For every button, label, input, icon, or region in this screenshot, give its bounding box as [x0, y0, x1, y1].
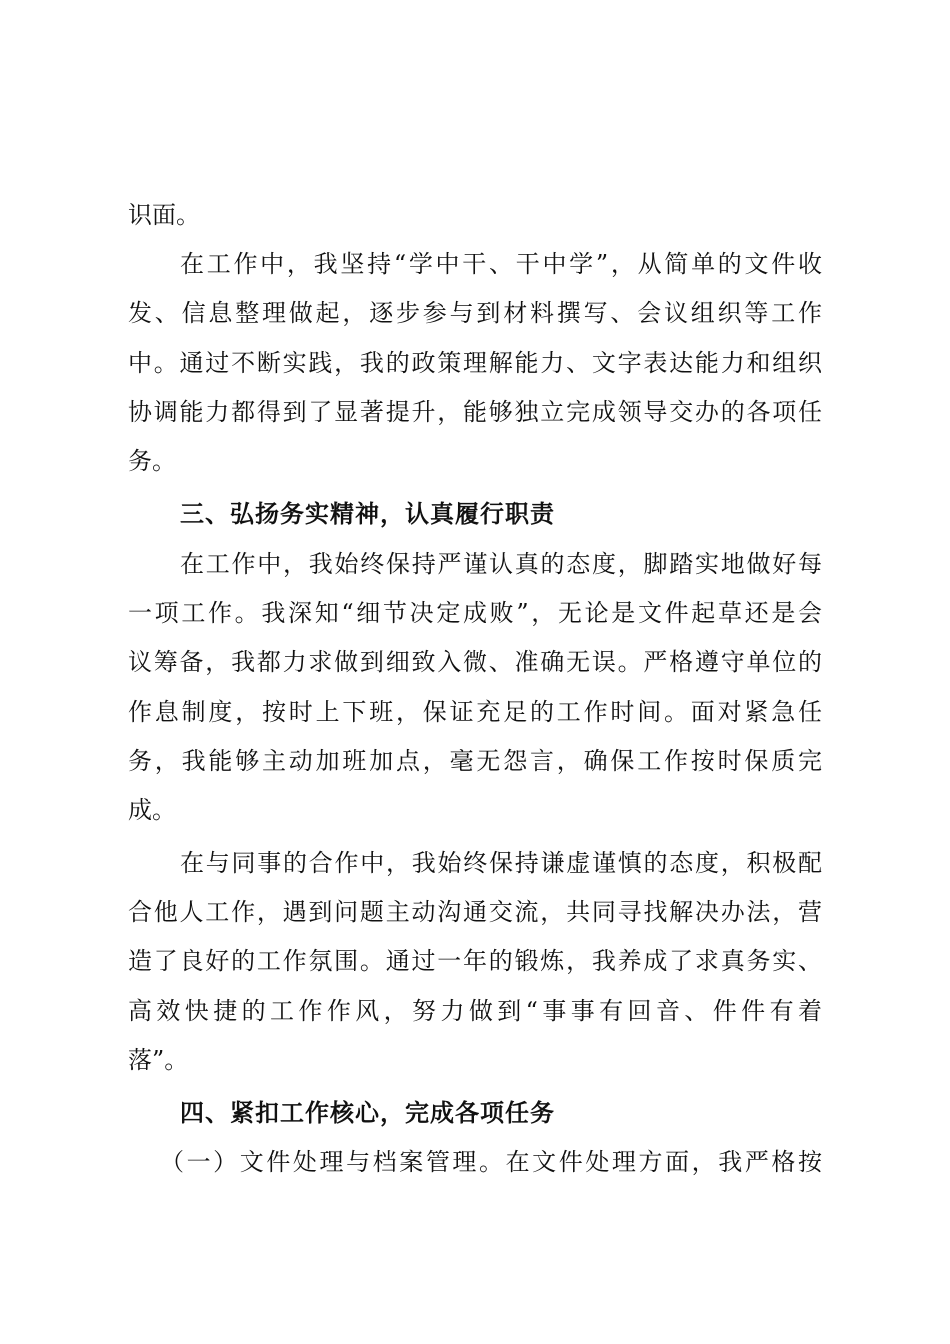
- paragraph-line: 在工作中，我始终保持严谨认真的态度，脚踏实地做好每: [180, 550, 822, 578]
- paragraph-line: 中。通过不断实践，我的政策理解能力、文字表达能力和组织: [128, 349, 822, 377]
- paragraph-line: 识面。: [128, 201, 200, 229]
- section-heading-3: 三、弘扬务实精神，认真履行职责: [180, 500, 555, 528]
- paragraph-line: 落”。: [128, 1046, 189, 1074]
- section-heading-4: 四、紧扣工作核心，完成各项任务: [180, 1099, 555, 1127]
- paragraph-line: 高效快捷的工作作风，努力做到“事事有回音、件件有着: [128, 997, 822, 1025]
- paragraph-line: 议筹备，我都力求做到细致入微、准确无误。严格遵守单位的: [128, 648, 822, 676]
- paragraph-line: 在与同事的合作中，我始终保持谦虚谨慎的态度，积极配: [180, 849, 822, 877]
- paragraph-line: 协调能力都得到了显著提升，能够独立完成领导交办的各项任: [128, 398, 822, 426]
- paragraph-line: 一项工作。我深知“细节决定成败”，无论是文件起草还是会: [128, 599, 822, 627]
- paragraph-line: 务。: [128, 447, 176, 475]
- subsection-line: （一）文件处理与档案管理。在文件处理方面，我严格按: [160, 1148, 822, 1176]
- paragraph-line: 造了良好的工作氛围。通过一年的锻炼，我养成了求真务实、: [128, 947, 822, 975]
- paragraph-line: 发、信息整理做起，逐步参与到材料撰写、会议组织等工作: [128, 299, 822, 327]
- paragraph-line: 在工作中，我坚持“学中干、干中学”，从简单的文件收: [180, 250, 822, 278]
- paragraph-line: 作息制度，按时上下班，保证充足的工作时间。面对紧急任: [128, 698, 822, 726]
- paragraph-line: 合他人工作，遇到问题主动沟通交流，共同寻找解决办法，营: [128, 898, 822, 926]
- paragraph-line: 成。: [128, 796, 176, 824]
- paragraph-line: 务，我能够主动加班加点，毫无怨言，确保工作按时保质完: [128, 747, 822, 775]
